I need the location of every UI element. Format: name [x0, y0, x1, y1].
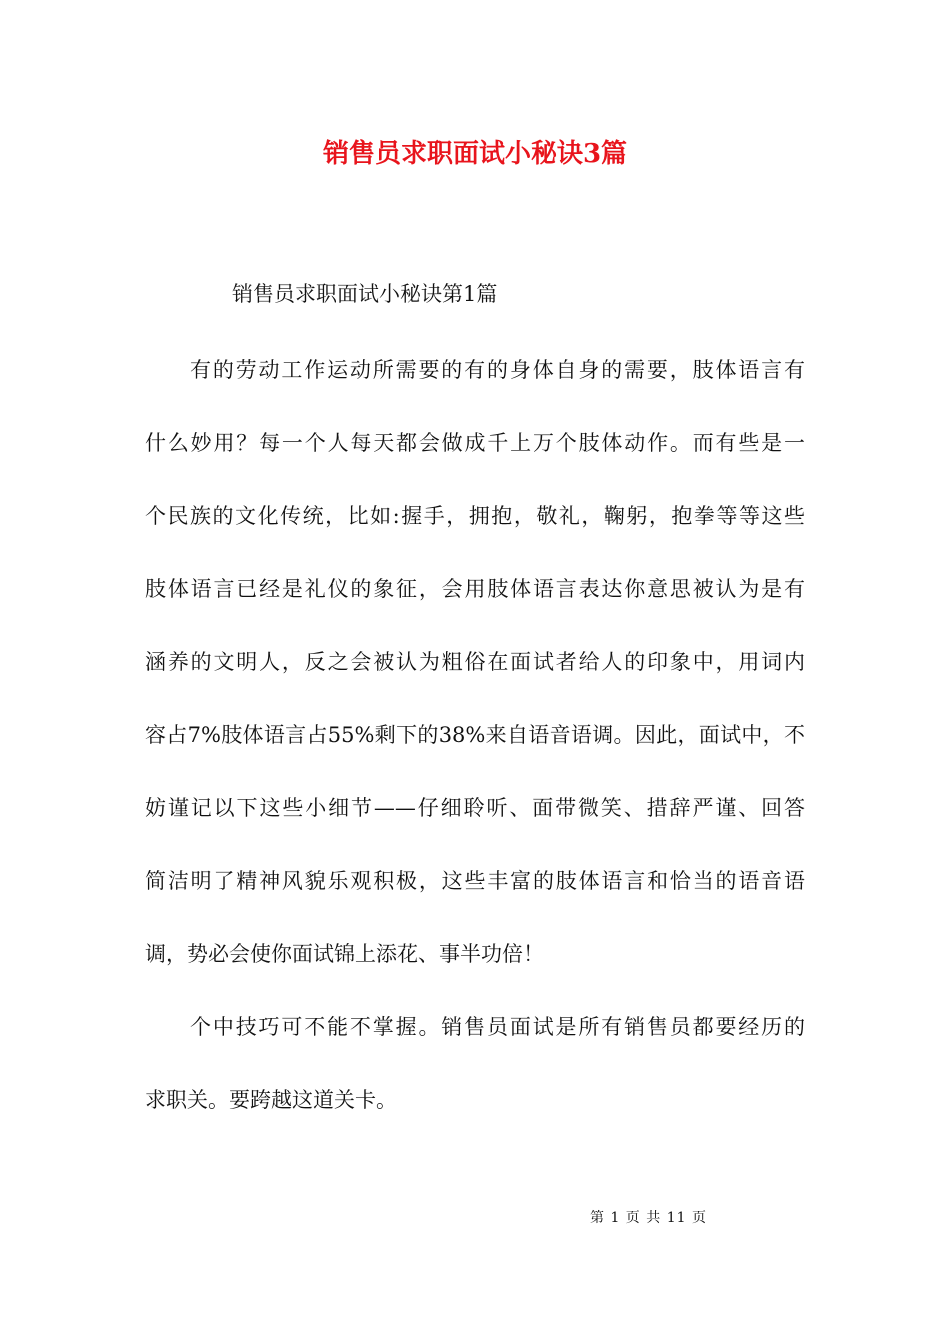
document-title: 销售员求职面试小秘诀3篇 — [322, 139, 628, 169]
paragraph-line: 妨谨记以下这些小细节——仔细聆听、面带微笑、措辞严谨、回答 — [145, 796, 805, 820]
section-title: 销售员求职面试小秘诀第1篇 — [232, 282, 498, 306]
paragraph-line: 个民族的文化传统，比如:握手，拥抱，敬礼，鞠躬，抱拳等等这些 — [145, 504, 805, 528]
paragraph-line: 肢体语言已经是礼仪的象征，会用肢体语言表达你意思被认为是有 — [145, 577, 805, 601]
page-number-footer: 第 1 页 共 11 页 — [590, 1210, 707, 1226]
paragraph-line: 什么妙用？每一个人每天都会做成千上万个肢体动作。而有些是一 — [145, 431, 805, 455]
paragraph-line: 容占7%肢体语言占55%剩下的38%来自语音语调。因此，面试中，不 — [145, 723, 805, 747]
paragraph-line: 有的劳动工作运动所需要的有的身体自身的需要，肢体语言有 — [190, 358, 805, 382]
paragraph-line: 简洁明了精神风貌乐观积极，这些丰富的肢体语言和恰当的语音语 — [145, 869, 805, 893]
paragraph-line: 个中技巧可不能不掌握。销售员面试是所有销售员都要经历的 — [190, 1015, 805, 1039]
paragraph-line: 调，势必会使你面试锦上添花、事半功倍！ — [145, 942, 544, 966]
paragraph-line: 求职关。要跨越这道关卡。 — [145, 1088, 397, 1112]
paragraph-line: 涵养的文明人，反之会被认为粗俗在面试者给人的印象中，用词内 — [145, 650, 805, 674]
